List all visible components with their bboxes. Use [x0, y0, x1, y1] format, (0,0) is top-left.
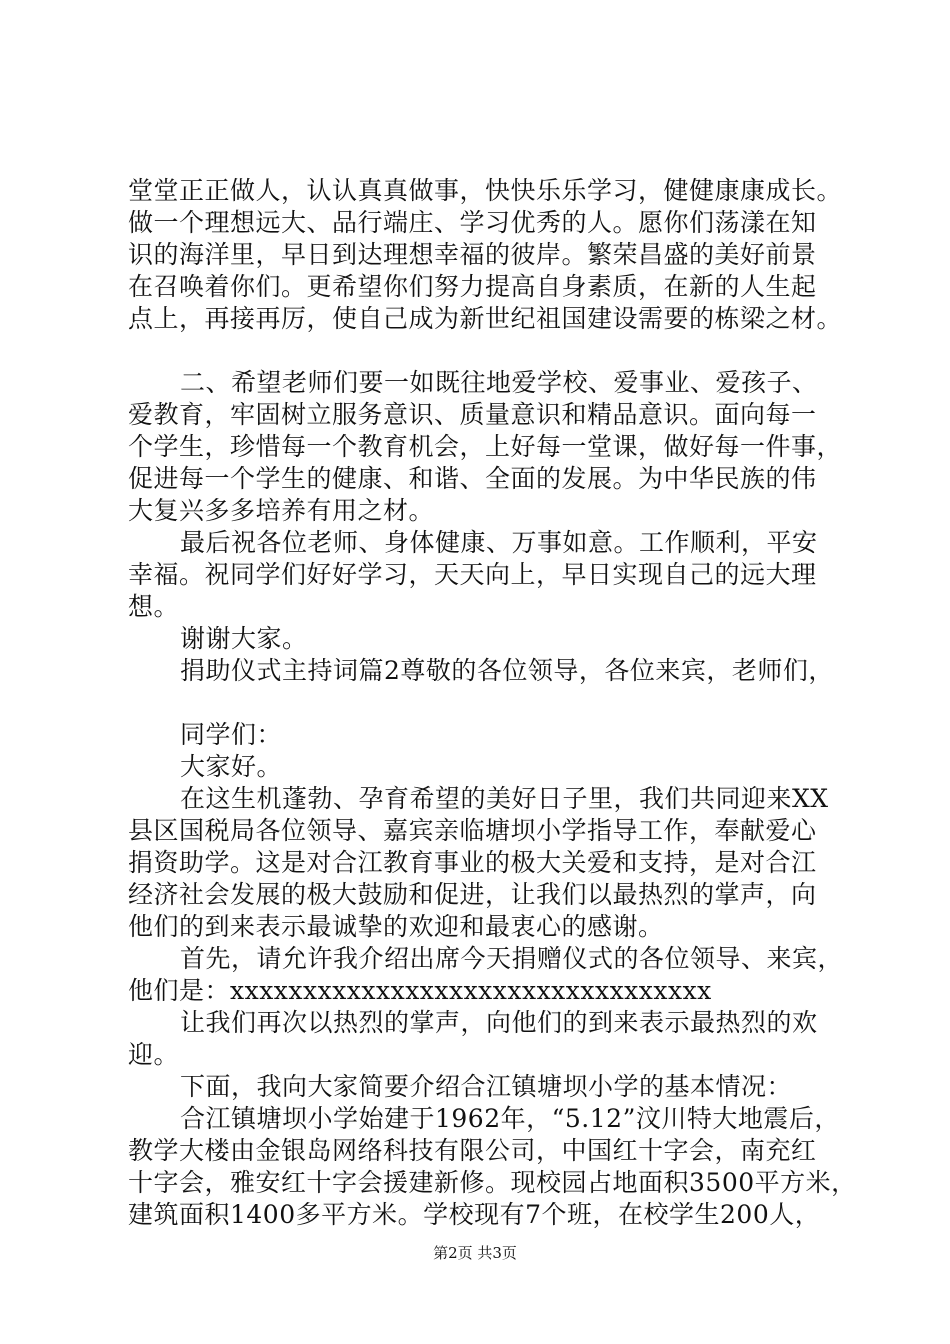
text-line: 县区国税局各位领导、嘉宾亲临塘坝小学指导工作，奉献爱心	[128, 816, 817, 845]
text-line: 在这生机蓬勃、孕育希望的美好日子里，我们共同迎来XX	[180, 784, 829, 813]
text-line: 捐助仪式主持词篇2尊敬的各位领导，各位来宾，老师们，	[180, 656, 834, 685]
text-line: 促进每一个学生的健康、和谐、全面的发展。为中华民族的伟	[128, 464, 817, 493]
page-footer: 第2页 共3页	[433, 1244, 517, 1262]
text-line: 谢谢大家。	[180, 624, 308, 653]
text-line: 让我们再次以热烈的掌声，向他们的到来表示最热烈的欢	[180, 1008, 818, 1037]
text-line: 幸福。祝同学们好好学习，天天向上，早日实现自己的远大理	[128, 560, 817, 589]
text-line: 迎。	[128, 1040, 180, 1069]
text-line: 十字会，雅安红十字会援建新修。现校园占地面积3500平方米，	[128, 1168, 857, 1197]
text-line: 做一个理想远大、品行端庄、学习优秀的人。愿你们荡漾在知	[128, 208, 817, 237]
text-line: 大家好。	[180, 752, 283, 781]
text-line: 经济社会发展的极大鼓励和促进，让我们以最热烈的掌声，向	[128, 880, 817, 909]
text-line: 最后祝各位老师、身体健康、万事如意。工作顺利，平安	[180, 528, 818, 557]
text-line: 合江镇塘坝小学始建于1962年，“5.12”汶川特大地震后，	[180, 1104, 840, 1133]
text-line: 点上，再接再厉，使自己成为新世纪祖国建设需要的栋梁之材。	[128, 304, 843, 333]
text-line: 识的海洋里，早日到达理想幸福的彼岸。繁荣昌盛的美好前景	[128, 240, 817, 269]
text-line: 下面，我向大家简要介绍合江镇塘坝小学的基本情况：	[180, 1072, 793, 1101]
text-line: 大复兴多多培养有用之材。	[128, 496, 435, 525]
text-line: 他们的到来表示最诚挚的欢迎和最衷心的感谢。	[128, 912, 664, 941]
text-line: 二、希望老师们要一如既往地爱学校、爱事业、爱孩子、	[180, 368, 818, 397]
text-line: 捐资助学。这是对合江教育事业的极大关爱和支持，是对合江	[128, 848, 817, 877]
text-line: 同学们：	[180, 720, 283, 749]
text-line: 在召唤着你们。更希望你们努力提高自身素质，在新的人生起	[128, 272, 817, 301]
text-line: 想。	[128, 592, 180, 621]
text-line: 个学生，珍惜每一个教育机会，上好每一堂课，做好每一件事，	[128, 432, 843, 461]
text-line: 爱教育，牢固树立服务意识、质量意识和精品意识。面向每一	[128, 400, 817, 429]
text-line: 首先，请允许我介绍出席今天捐赠仪式的各位领导、来宾，	[180, 944, 844, 973]
text-line: 他们是：xxxxxxxxxxxxxxxxxxxxxxxxxxxxxxxxx	[128, 976, 712, 1005]
text-line: 教学大楼由金银岛网络科技有限公司，中国红十字会，南充红	[128, 1136, 817, 1165]
text-line: 建筑面积1400多平方米。学校现有7个班，在校学生200人，	[128, 1200, 821, 1229]
text-line: 堂堂正正做人，认认真真做事，快快乐乐学习，健健康康成长。	[128, 176, 843, 205]
